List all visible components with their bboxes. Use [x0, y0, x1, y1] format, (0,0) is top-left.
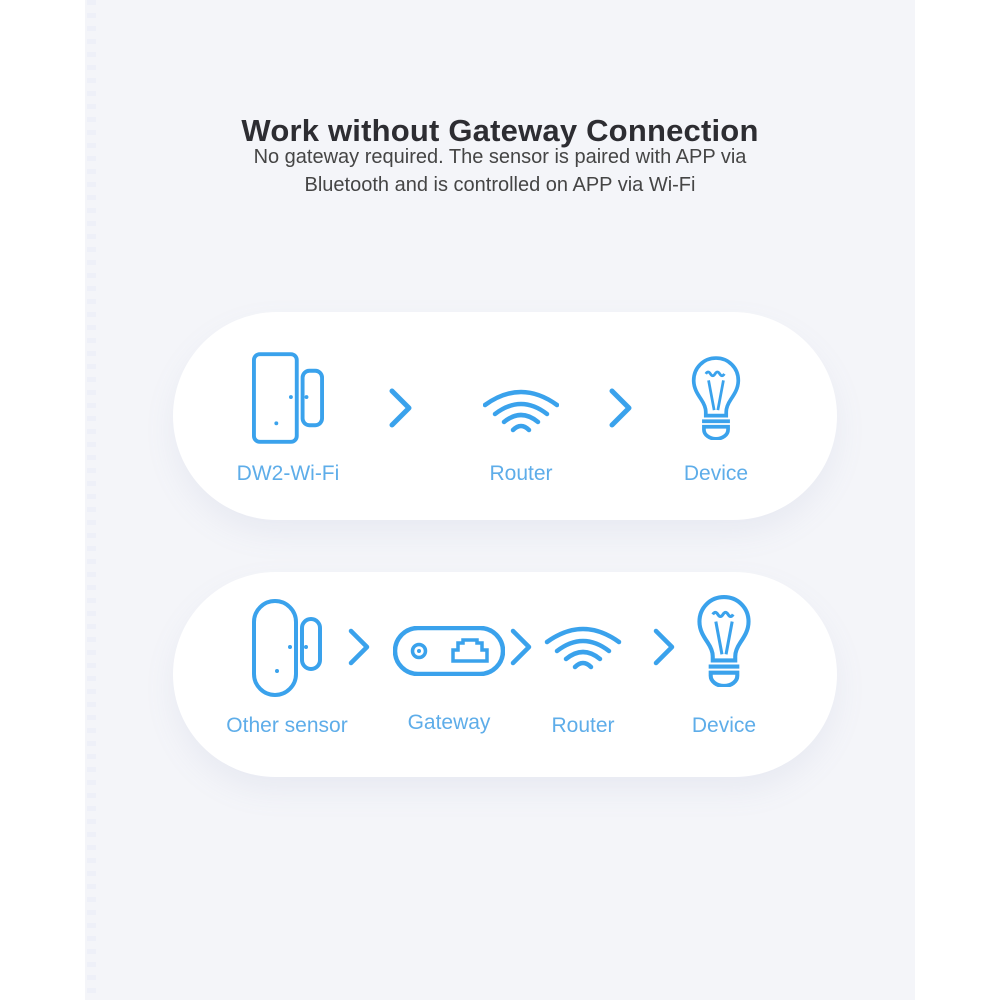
step-label: Device [691, 714, 757, 737]
page-subtitle-line-2: Bluetooth and is controlled on APP via Wi-Fi [304, 174, 696, 196]
step-label: Other sensor [226, 714, 348, 737]
wifi-icon [544, 624, 622, 670]
bulb-icon [695, 595, 753, 687]
bulb-icon [690, 356, 742, 440]
gateway-flow-card [173, 572, 837, 777]
step-label: Gateway [407, 711, 491, 734]
content-panel [85, 0, 915, 1000]
step-gateway [379, 572, 519, 777]
step-other-sensor [202, 572, 372, 777]
step-device [664, 572, 784, 777]
page-title: Work without Gateway Connection [241, 112, 759, 148]
direct-wifi-flow-card [173, 312, 837, 520]
step-label: Device [683, 462, 749, 485]
step-label: Router [489, 462, 553, 485]
page-subtitle-line-1: No gateway required. The sensor is paired with APP via [253, 146, 747, 168]
door-sensor-icon [252, 352, 324, 444]
page-subtitle [85, 143, 915, 199]
step-device [656, 312, 776, 520]
step-dw2-sensor [208, 312, 368, 520]
chevron-right-icon [608, 387, 634, 429]
door-sensor-icon [252, 599, 322, 697]
chevron-right-icon [388, 387, 414, 429]
step-router [461, 312, 581, 520]
step-router [523, 572, 643, 777]
wifi-icon [483, 387, 559, 433]
step-label: DW2-Wi-Fi [236, 462, 340, 485]
gateway-icon [393, 626, 505, 676]
chevron-right-icon [347, 628, 371, 666]
step-label: Router [551, 714, 615, 737]
